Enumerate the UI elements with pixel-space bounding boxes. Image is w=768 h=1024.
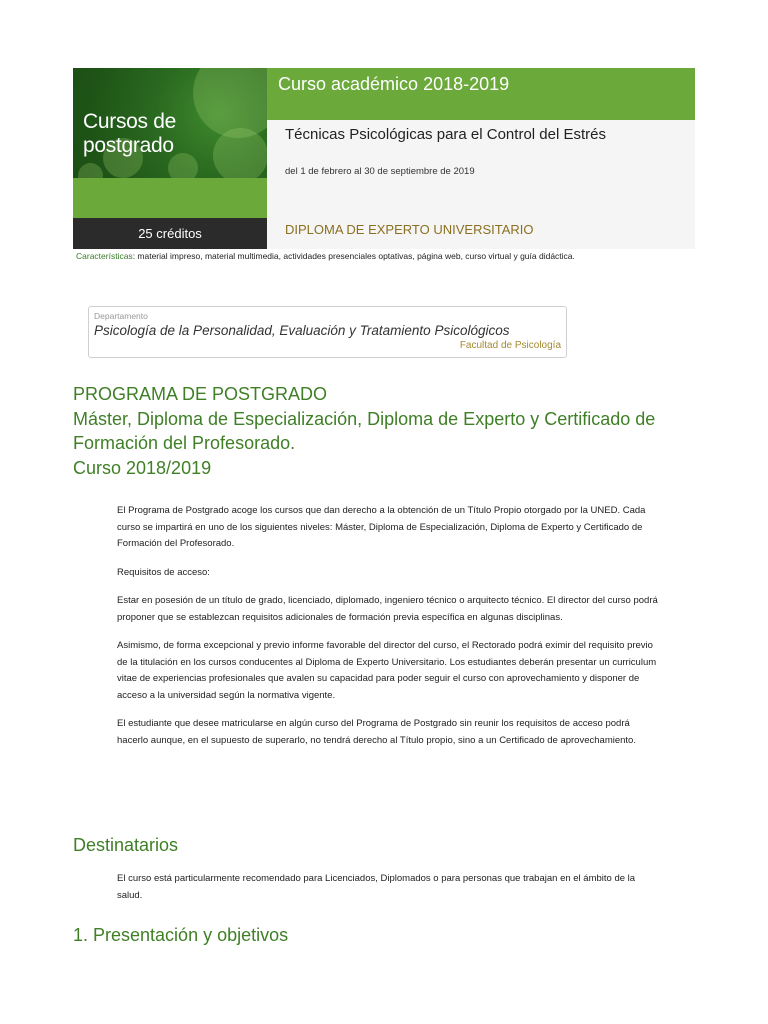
access-requirements-label: Requisitos de acceso: (117, 567, 210, 578)
course-title: Técnicas Psicológicas para el Control del Estrés (285, 126, 606, 143)
destinatarios-text: El curso está particularmente recomendado para Licenciados, Diplomados o para personas que trabajan en el ámbito de la salud. (117, 873, 636, 901)
course-dates: del 1 de febrero al 30 de septiembre de 2019 (285, 166, 475, 177)
program-paragraph: El Programa de Postgrado acoge los cursos que dan derecho a la obtención de un Título Propio otorgado por la UNED. Cada curso se impartirá en uno de los siguientes niveles: Máster, Diploma de Especialización, Diploma de Experto y Certificado de Formación del Profesorado. (117, 505, 646, 549)
faculty-name: Facultad de Psicología (459, 340, 561, 351)
credits-badge: 25 créditos (73, 218, 267, 249)
course-info-panel (267, 120, 695, 249)
academic-year: Curso académico 2018-2019 (267, 68, 695, 120)
department-name: Psicología de la Personalidad, Evaluación y Tratamiento Psicológicos (94, 323, 510, 338)
department-label: Departamento (94, 311, 148, 321)
features-text: : material impreso, material multimedia, actividades presenciales optativas, página web, curso virtual y guía didáctica. (132, 251, 575, 261)
program-paragraph: El estudiante que desee matricularse en algún curso del Programa de Postgrado sin reunir los requisitos de acceso podrá hacerlo aunque, en el supuesto de superarlo, no tendrá derecho al Título propio, sino a un Certificado de aprovechamiento. (117, 718, 636, 746)
program-paragraph: Estar en posesión de un título de grado, licenciado, diplomado, ingeniero técnico o arquitecto técnico. El director del curso podrá proponer que se establezcan requisitos adicionales de formación previa específica en algunas disciplinas. (117, 595, 658, 623)
features-label: Características (76, 251, 133, 261)
course-features (76, 251, 575, 261)
department-box (88, 306, 567, 358)
presentacion-heading: 1. Presentación y objetivos (73, 925, 289, 945)
banner-image (73, 68, 267, 218)
program-year: Curso 2018/2019 (73, 457, 212, 478)
program-heading (73, 382, 703, 480)
diploma-type: DIPLOMA DE EXPERTO UNIVERSITARIO (285, 222, 534, 237)
destinatarios-heading: Destinatarios (73, 835, 179, 855)
banner-strip (73, 178, 267, 218)
program-levels: Máster, Diploma de Especialización, Diploma de Experto y Certificado de Formación del Profesorado. (73, 408, 656, 453)
program-paragraph: Asimismo, de forma excepcional y previo informe favorable del director del curso, el Rectorado podrá eximir del requisito previo de la titulación en los cursos conducentes al Diploma de Experto Universitario. Los estudiantes deberán presentar un curriculum vitae de experiencias profesionales que avalen su capacidad para poder seguir el curso con aprovechamiento y disponer de acceso a la universidad según la normativa vigente. (117, 640, 657, 701)
program-title: PROGRAMA DE POSTGRADO (73, 384, 328, 404)
course-header (73, 68, 695, 249)
banner-title: Cursos de postgrado (83, 110, 177, 157)
